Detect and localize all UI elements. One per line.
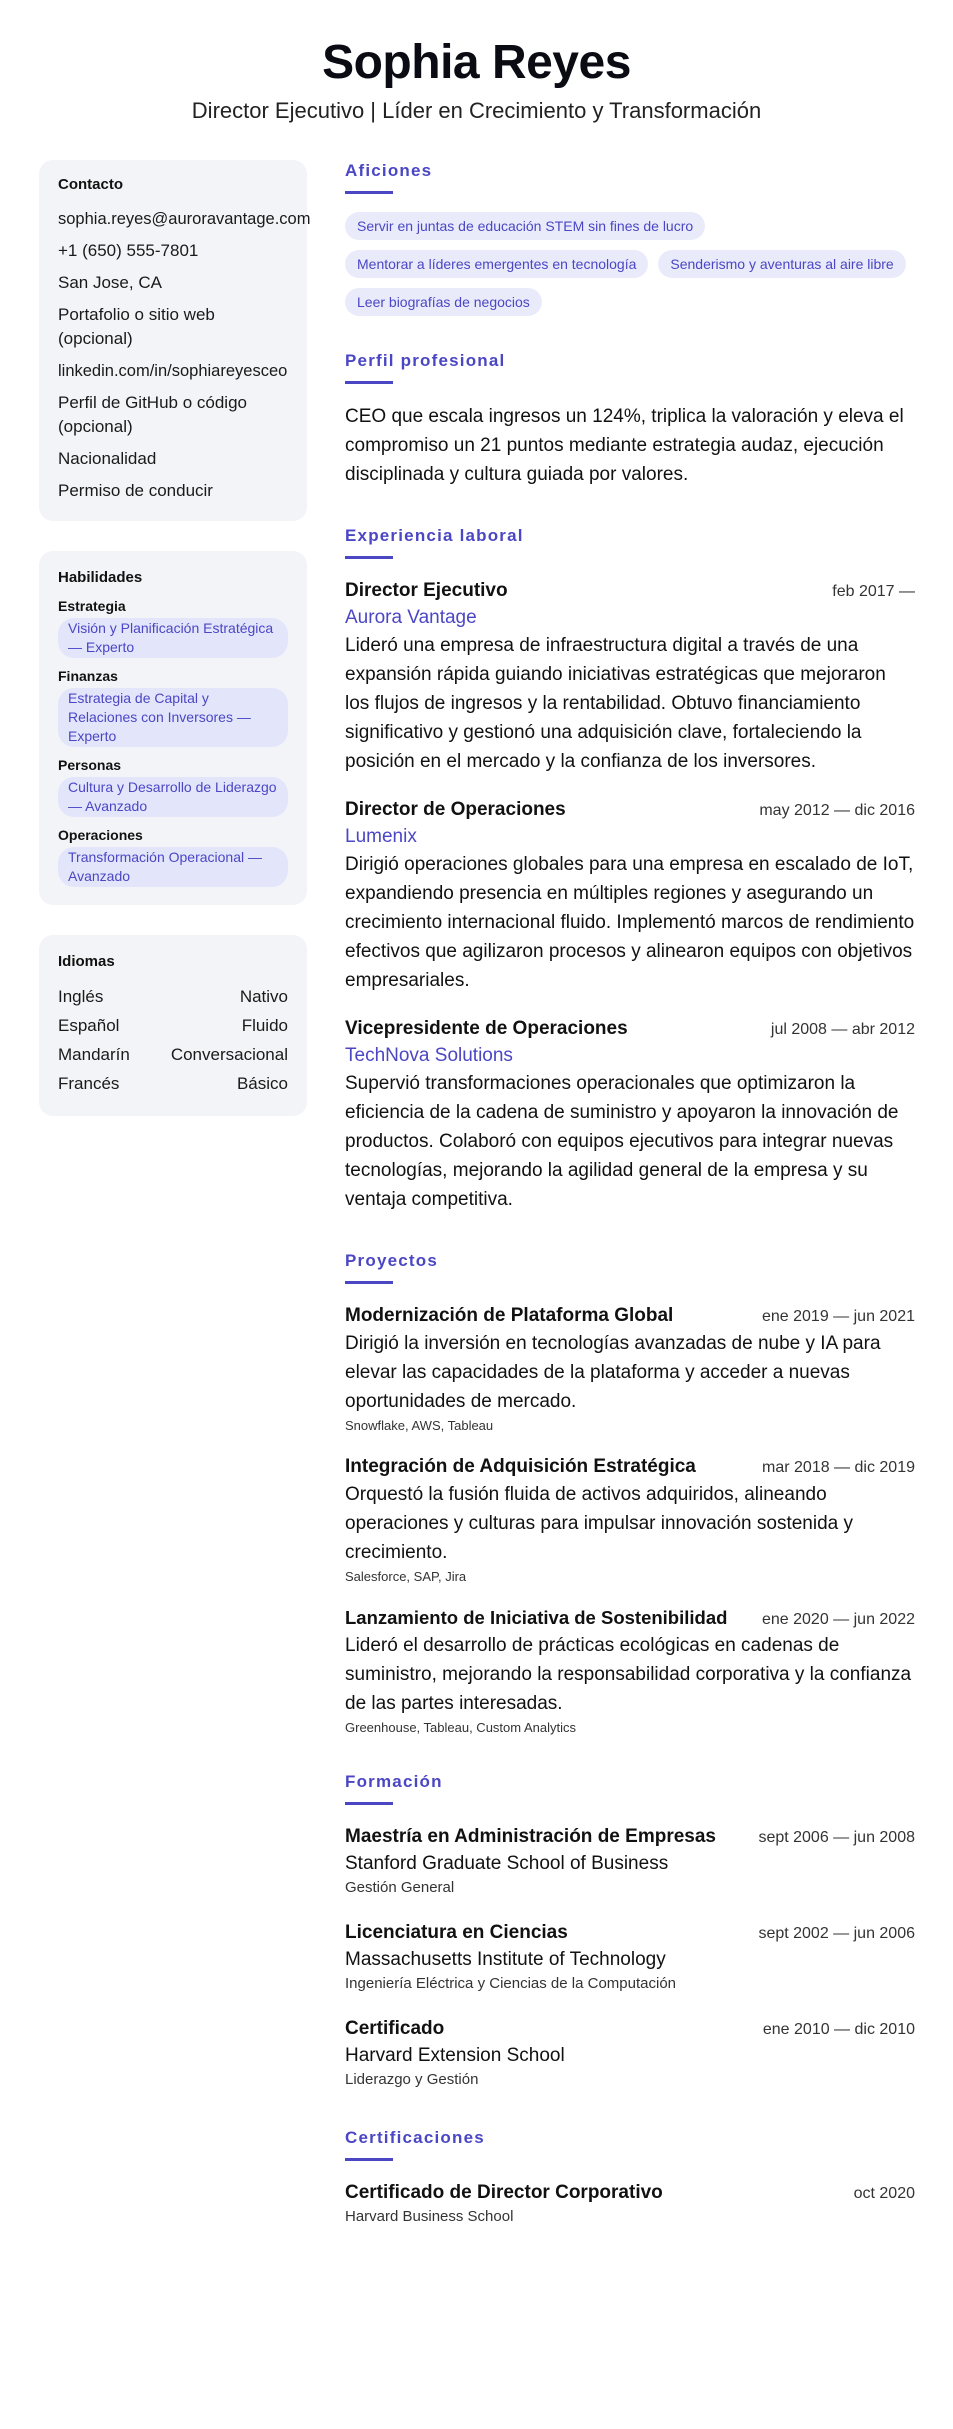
degree-name: Maestría en Administración de Empresas [345, 1826, 716, 1847]
hobby-list [345, 212, 915, 316]
person-name: Sophia Reyes [322, 36, 631, 89]
education-section [345, 1771, 915, 2091]
school-name: Stanford Graduate School of Business [345, 1853, 669, 1874]
project-entry [345, 1302, 915, 1433]
certifications-section [345, 2127, 915, 2228]
language-level: Básico [236, 1074, 288, 1093]
project-name: Integración de Adquisición Estratégica [345, 1456, 696, 1477]
sidebar [39, 160, 311, 1146]
certification-issuer: Harvard Business School [345, 2208, 514, 2225]
certifications-title: Certificaciones [345, 2128, 485, 2147]
education-date: sept 2006 — jun 2008 [758, 1829, 915, 1846]
skill-group [58, 668, 288, 747]
job-company: TechNova Solutions [345, 1045, 513, 1066]
job-description: Supervió transformaciones operacionales que optimizaron la eficiencia de la cadena de suministro y apoyaron la innovación de productos. Colaboró con equipos ejecutivos para integrar nuevas tecnologías, mejorando la agilidad general de la empresa y su ventaja competitiva. [345, 1073, 899, 1210]
main-column [345, 160, 915, 2228]
language-name: Francés [58, 1074, 120, 1093]
language-row [58, 1011, 288, 1040]
education-entry [345, 2015, 915, 2091]
language-row [58, 1040, 288, 1069]
contact-email[interactable]: sophia.reyes@auroravantage.com [58, 210, 311, 228]
language-name: Español [58, 1016, 120, 1035]
profile-title: Perfil profesional [345, 351, 506, 370]
experience-entry [345, 1015, 915, 1214]
language-name: Mandarín [58, 1045, 130, 1064]
skill-category: Operaciones [58, 827, 143, 843]
project-entry [345, 1604, 915, 1735]
contact-github[interactable]: Perfil de GitHub o código (opcional) [58, 393, 247, 436]
job-role: Director Ejecutivo [345, 580, 508, 601]
profile-section [345, 350, 915, 489]
education-field: Liderazgo y Gestión [345, 2071, 479, 2088]
contact-title: Contacto [58, 176, 123, 193]
job-description: Dirigió operaciones globales para una empresa en escalado de IoT, expandiendo presencia en múltiples regiones y asegurando un crecimiento internacional fluido. Implementó marcos de rendimiento efectivos que agilizaron procesos y alinearon equipos con objetivos empresariales. [345, 854, 915, 991]
skill-item: Transformación Operacional — Avanzado [58, 847, 288, 887]
hobby-tag: Servir en juntas de educación STEM sin fines de lucro [345, 212, 705, 240]
job-company: Aurora Vantage [345, 607, 477, 628]
experience-section [345, 525, 915, 1214]
education-entry [345, 1823, 915, 1899]
job-role: Director de Operaciones [345, 799, 566, 820]
language-level: Nativo [239, 987, 288, 1006]
person-tagline: Director Ejecutivo | Líder en Crecimiento y Transformación [191, 98, 762, 123]
hobbies-section [345, 160, 915, 316]
language-row [58, 1069, 288, 1098]
project-tech: Snowflake, AWS, Tableau [345, 1418, 494, 1433]
skill-category: Estrategia [58, 598, 126, 614]
certification-date: oct 2020 [853, 2185, 915, 2202]
project-entry [345, 1453, 915, 1584]
projects-section [345, 1250, 915, 1735]
skill-item: Estrategia de Capital y Relaciones con Inversores — Experto [58, 688, 288, 747]
job-role: Vicepresidente de Operaciones [345, 1018, 628, 1039]
project-tech: Greenhouse, Tableau, Custom Analytics [345, 1720, 577, 1735]
job-company: Lumenix [345, 826, 417, 847]
education-date: sept 2002 — jun 2006 [758, 1925, 915, 1942]
projects-title: Proyectos [345, 1251, 439, 1270]
skill-group [58, 757, 288, 817]
contact-card [39, 160, 311, 521]
resume-header [0, 0, 953, 124]
education-field: Ingeniería Eléctrica y Ciencias de la Computación [345, 1975, 677, 1992]
contact-license: Permiso de conducir [58, 481, 213, 500]
job-date: jul 2008 — abr 2012 [770, 1021, 915, 1038]
section-divider [345, 191, 393, 194]
skills-title: Habilidades [58, 569, 143, 586]
hobby-tag: Senderismo y aventuras al aire libre [658, 250, 905, 278]
language-level: Conversacional [170, 1045, 288, 1064]
languages-card [39, 935, 307, 1116]
project-description: Dirigió la inversión en tecnologías avanzadas de nube y IA para elevar las capacidades de la plataforma y acceder a nuevas oportunidades de mercado. [345, 1333, 881, 1412]
contact-linkedin[interactable]: linkedin.com/in/sophiareyesceo [58, 362, 288, 380]
contact-nationality: Nacionalidad [58, 449, 157, 468]
degree-name: Licenciatura en Ciencias [345, 1922, 568, 1943]
skill-category: Finanzas [58, 668, 118, 684]
contact-location: San Jose, CA [58, 273, 162, 292]
project-name: Modernización de Plataforma Global [345, 1305, 674, 1326]
hobby-tag: Mentorar a líderes emergentes en tecnología [345, 250, 648, 278]
experience-entry [345, 796, 915, 995]
section-divider [345, 1802, 393, 1805]
language-name: Inglés [58, 987, 104, 1006]
experience-entry [345, 577, 915, 776]
section-divider [345, 2158, 393, 2161]
project-date: ene 2020 — jun 2022 [761, 1611, 915, 1628]
skill-group [58, 598, 288, 658]
education-title: Formación [345, 1772, 443, 1791]
section-divider [345, 381, 393, 384]
skill-item: Cultura y Desarrollo de Liderazgo — Avanzado [58, 777, 288, 817]
section-divider [345, 1281, 393, 1284]
project-description: Orquestó la fusión fluida de activos adquiridos, alineando operaciones y culturas para impulsar innovación sostenida y crecimiento. [345, 1484, 853, 1563]
job-description: Lideró una empresa de infraestructura digital a través de una expansión rápida guiando iniciativas estratégicas que mejoraron los flujos de ingresos y la rentabilidad. Obtuvo financiamiento significativo y gestionó una adquisición clave, fortaleciendo la posición en el mercado y la confianza de los inversores. [345, 635, 886, 772]
job-date: feb 2017 — [832, 583, 915, 600]
degree-name: Certificado [345, 2018, 445, 2039]
certification-entry [345, 2179, 915, 2228]
project-description: Lideró el desarrollo de prácticas ecológicas en cadenas de suministro, mejorando la responsabilidad corporativa y la confianza de las partes interesadas. [345, 1635, 912, 1714]
project-tech: Salesforce, SAP, Jira [345, 1569, 467, 1584]
skill-item: Visión y Planificación Estratégica — Experto [58, 618, 288, 658]
language-row [58, 982, 288, 1011]
skills-card [39, 551, 307, 905]
experience-title: Experiencia laboral [345, 526, 524, 545]
school-name: Harvard Extension School [345, 2045, 565, 2066]
certification-name: Certificado de Director Corporativo [345, 2182, 663, 2203]
hobby-tag: Leer biografías de negocios [345, 288, 542, 316]
education-field: Gestión General [345, 1879, 455, 1896]
education-date: ene 2010 — dic 2010 [762, 2021, 915, 2038]
languages-title: Idiomas [58, 953, 115, 970]
hobbies-title: Aficiones [345, 161, 433, 180]
contact-phone[interactable]: +1 (650) 555-7801 [58, 241, 199, 260]
profile-summary: CEO que escala ingresos un 124%, triplica la valoración y eleva el compromiso un 21 puntos mediante estrategia audaz, ejecución disciplinada y cultura guiada por valores. [345, 406, 904, 485]
section-divider [345, 556, 393, 559]
skill-group [58, 827, 288, 887]
skill-category: Personas [58, 757, 122, 773]
project-name: Lanzamiento de Iniciativa de Sostenibilidad [345, 1607, 728, 1628]
language-level: Fluido [241, 1016, 288, 1035]
school-name: Massachusetts Institute of Technology [345, 1949, 666, 1970]
education-entry [345, 1919, 915, 1995]
project-date: mar 2018 — dic 2019 [762, 1459, 915, 1476]
job-date: may 2012 — dic 2016 [759, 802, 915, 819]
project-date: ene 2019 — jun 2021 [761, 1308, 915, 1325]
contact-portfolio[interactable]: Portafolio o sitio web (opcional) [58, 305, 215, 348]
